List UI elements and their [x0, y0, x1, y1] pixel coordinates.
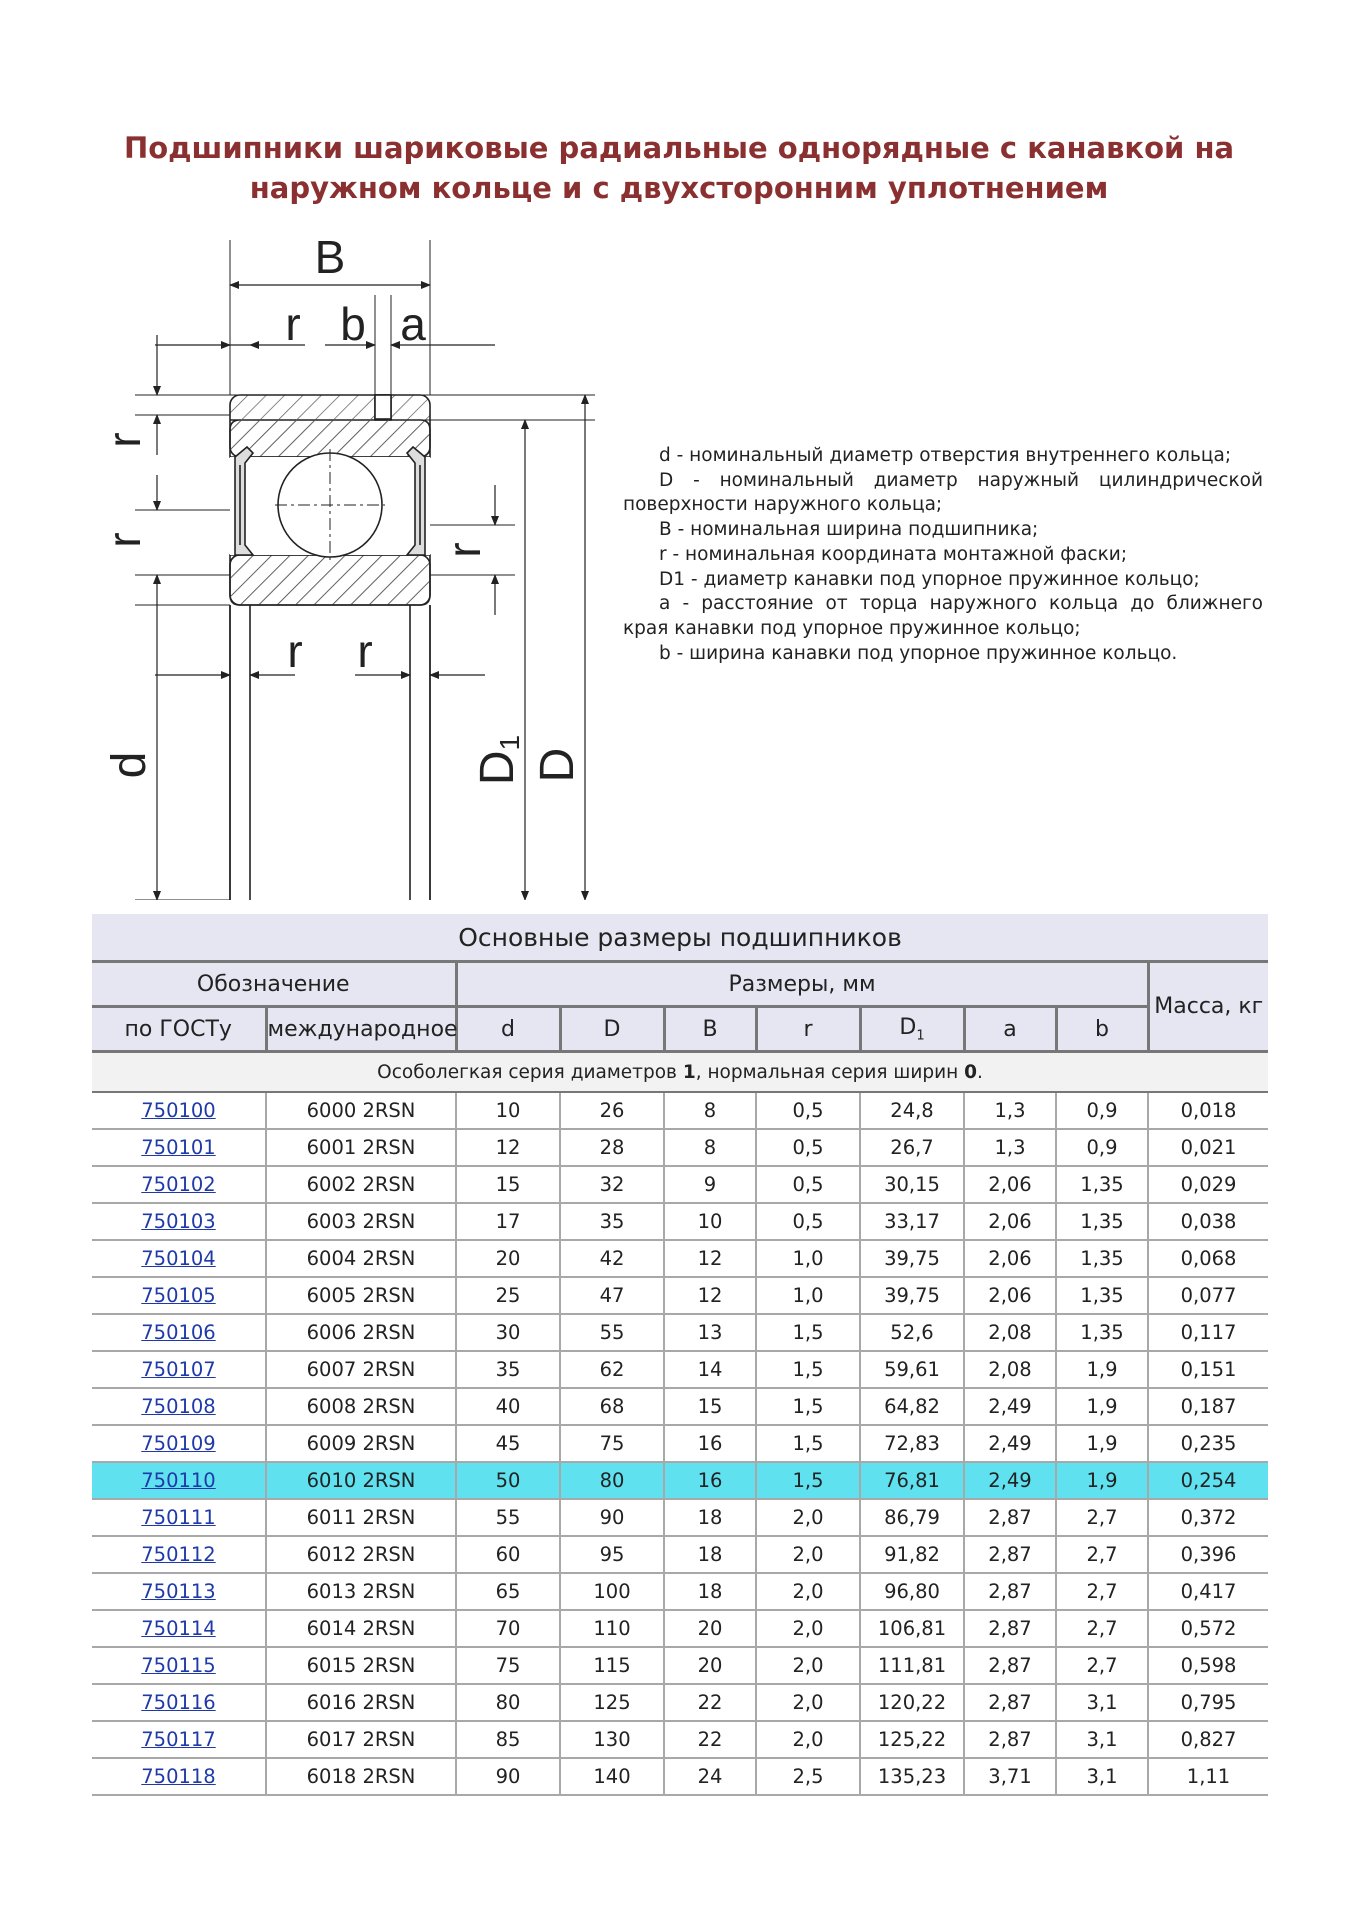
cell-gost — [92, 1129, 266, 1166]
header-b: b — [1056, 1007, 1148, 1052]
header-designation: Обозначение — [92, 962, 456, 1007]
cell-d: 80 — [456, 1684, 560, 1721]
cell-r: 1,5 — [756, 1351, 860, 1388]
table-row — [92, 1462, 1268, 1499]
cell-B: 20 — [664, 1610, 756, 1647]
cell-intl: 6016 2RSN — [266, 1684, 456, 1721]
cell-b: 3,1 — [1056, 1721, 1148, 1758]
cell-D1: 125,22 — [860, 1721, 964, 1758]
cell-intl: 6017 2RSN — [266, 1721, 456, 1758]
series-row: Особолегкая серия диаметров 1, нормальная серия ширин 0. — [92, 1052, 1268, 1093]
label-r-left-2: r — [98, 532, 150, 548]
cell-mass: 0,077 — [1148, 1277, 1268, 1314]
cell-r: 0,5 — [756, 1092, 860, 1129]
header-intl: международное — [266, 1007, 456, 1052]
cell-a: 3,71 — [964, 1758, 1056, 1795]
cell-D1: 91,82 — [860, 1536, 964, 1573]
label-b: b — [340, 298, 366, 350]
gost-link[interactable]: 750101 — [141, 1136, 216, 1159]
label-d: d — [103, 751, 156, 779]
cell-gost — [92, 1351, 266, 1388]
cell-b: 1,9 — [1056, 1462, 1148, 1499]
cell-D: 130 — [560, 1721, 664, 1758]
cell-b: 3,1 — [1056, 1684, 1148, 1721]
cell-gost — [92, 1240, 266, 1277]
cell-mass: 0,151 — [1148, 1351, 1268, 1388]
cell-r: 2,0 — [756, 1536, 860, 1573]
table-caption: Основные размеры подшипников — [92, 914, 1268, 962]
cell-B: 8 — [664, 1129, 756, 1166]
gost-link[interactable]: 750105 — [141, 1284, 216, 1307]
cell-D: 32 — [560, 1166, 664, 1203]
page-title — [0, 128, 1358, 208]
cell-d: 50 — [456, 1462, 560, 1499]
cell-D: 110 — [560, 1610, 664, 1647]
cell-d: 90 — [456, 1758, 560, 1795]
cell-intl: 6002 2RSN — [266, 1166, 456, 1203]
cell-D1: 120,22 — [860, 1684, 964, 1721]
cell-b: 1,35 — [1056, 1277, 1148, 1314]
label-r-bottom-left: r — [287, 625, 303, 677]
cell-D1: 135,23 — [860, 1758, 964, 1795]
cell-intl: 6009 2RSN — [266, 1425, 456, 1462]
cell-mass: 1,11 — [1148, 1758, 1268, 1795]
cell-D1: 72,83 — [860, 1425, 964, 1462]
cell-gost — [92, 1277, 266, 1314]
cell-d: 20 — [456, 1240, 560, 1277]
cell-intl: 6000 2RSN — [266, 1092, 456, 1129]
cell-gost — [92, 1425, 266, 1462]
cell-intl: 6006 2RSN — [266, 1314, 456, 1351]
cell-D1: 39,75 — [860, 1277, 964, 1314]
cell-intl: 6011 2RSN — [266, 1499, 456, 1536]
cell-d: 85 — [456, 1721, 560, 1758]
gost-link[interactable]: 750109 — [141, 1432, 216, 1455]
header-r: r — [756, 1007, 860, 1052]
cell-D1: 24,8 — [860, 1092, 964, 1129]
cell-a: 1,3 — [964, 1129, 1056, 1166]
cell-intl: 6010 2RSN — [266, 1462, 456, 1499]
cell-a: 2,06 — [964, 1203, 1056, 1240]
cell-intl: 6012 2RSN — [266, 1536, 456, 1573]
header-D1: $D_1$ — [860, 1007, 964, 1052]
cell-a: 2,87 — [964, 1536, 1056, 1573]
cell-d: 45 — [456, 1425, 560, 1462]
cell-gost — [92, 1092, 266, 1129]
cell-r: 2,0 — [756, 1573, 860, 1610]
table-body — [92, 1092, 1268, 1795]
cell-b: 2,7 — [1056, 1610, 1148, 1647]
cell-D: 68 — [560, 1388, 664, 1425]
cell-a: 2,49 — [964, 1388, 1056, 1425]
gost-link[interactable]: 750108 — [141, 1395, 216, 1418]
cell-d: 25 — [456, 1277, 560, 1314]
cell-a: 2,87 — [964, 1684, 1056, 1721]
cell-D1: 111,81 — [860, 1647, 964, 1684]
page-title-line-1: Подшипники шариковые радиальные однорядные с канавкой на — [123, 131, 1235, 165]
cell-B: 12 — [664, 1277, 756, 1314]
cell-a: 2,08 — [964, 1351, 1056, 1388]
cell-B: 18 — [664, 1536, 756, 1573]
cell-intl: 6003 2RSN — [266, 1203, 456, 1240]
cell-D: 95 — [560, 1536, 664, 1573]
table-row — [92, 1240, 1268, 1277]
cell-mass: 0,827 — [1148, 1721, 1268, 1758]
cell-a: 2,06 — [964, 1166, 1056, 1203]
cell-b: 1,35 — [1056, 1203, 1148, 1240]
header-B: B — [664, 1007, 756, 1052]
symbol-legend — [623, 444, 1263, 666]
cell-a: 2,87 — [964, 1647, 1056, 1684]
legend-d: d - номинальный диаметр отверстия внутреннего кольца; — [659, 445, 1232, 466]
table-row — [92, 1166, 1268, 1203]
cell-r: 2,0 — [756, 1647, 860, 1684]
gost-link[interactable]: 750118 — [141, 1765, 216, 1788]
cell-intl: 6013 2RSN — [266, 1573, 456, 1610]
cell-b: 1,35 — [1056, 1166, 1148, 1203]
gost-link[interactable]: 750115 — [141, 1654, 216, 1677]
table-row — [92, 1092, 1268, 1129]
cell-r: 0,5 — [756, 1129, 860, 1166]
cell-D1: 26,7 — [860, 1129, 964, 1166]
cell-b: 0,9 — [1056, 1129, 1148, 1166]
cell-D1: 52,6 — [860, 1314, 964, 1351]
header-a: a — [964, 1007, 1056, 1052]
cell-b: 1,35 — [1056, 1314, 1148, 1351]
gost-link[interactable]: 750106 — [141, 1321, 216, 1344]
table-row — [92, 1351, 1268, 1388]
cell-intl: 6014 2RSN — [266, 1610, 456, 1647]
table-row — [92, 1721, 1268, 1758]
cell-D: 140 — [560, 1758, 664, 1795]
gost-link[interactable]: 750114 — [141, 1617, 216, 1640]
cell-B: 22 — [664, 1721, 756, 1758]
cell-r: 2,0 — [756, 1499, 860, 1536]
cell-B: 14 — [664, 1351, 756, 1388]
cell-D1: 96,80 — [860, 1573, 964, 1610]
cell-mass: 0,417 — [1148, 1573, 1268, 1610]
cell-B: 12 — [664, 1240, 756, 1277]
cell-D: 55 — [560, 1314, 664, 1351]
cell-D: 115 — [560, 1647, 664, 1684]
header-d: d — [456, 1007, 560, 1052]
cell-intl: 6001 2RSN — [266, 1129, 456, 1166]
cell-r: 1,5 — [756, 1462, 860, 1499]
label-a: a — [400, 298, 426, 350]
gost-link[interactable]: 750104 — [141, 1247, 216, 1270]
cell-D: 26 — [560, 1092, 664, 1129]
cell-b: 1,9 — [1056, 1351, 1148, 1388]
cell-D: 125 — [560, 1684, 664, 1721]
cell-d: 10 — [456, 1092, 560, 1129]
cell-intl: 6005 2RSN — [266, 1277, 456, 1314]
cell-D1: 76,81 — [860, 1462, 964, 1499]
gost-link[interactable]: 750112 — [141, 1543, 216, 1566]
cell-mass: 0,372 — [1148, 1499, 1268, 1536]
table-row — [92, 1610, 1268, 1647]
cell-D: 100 — [560, 1573, 664, 1610]
cell-gost — [92, 1388, 266, 1425]
cell-gost — [92, 1314, 266, 1351]
cell-r: 2,0 — [756, 1610, 860, 1647]
cell-a: 2,06 — [964, 1277, 1056, 1314]
cell-mass: 0,572 — [1148, 1610, 1268, 1647]
cell-a: 1,3 — [964, 1092, 1056, 1129]
cell-mass: 0,068 — [1148, 1240, 1268, 1277]
cell-r: 1,5 — [756, 1314, 860, 1351]
legend-a: a - расстояние от торца наружного кольца до ближнего края канавки под упорное пружинное кольцо; — [623, 593, 1263, 639]
table-row — [92, 1425, 1268, 1462]
table-row — [92, 1536, 1268, 1573]
cell-mass: 0,795 — [1148, 1684, 1268, 1721]
cell-B: 16 — [664, 1425, 756, 1462]
cell-B: 8 — [664, 1092, 756, 1129]
cell-d: 65 — [456, 1573, 560, 1610]
gost-link[interactable]: 750116 — [141, 1691, 216, 1714]
cell-b: 2,7 — [1056, 1573, 1148, 1610]
cell-mass: 0,038 — [1148, 1203, 1268, 1240]
table-row — [92, 1277, 1268, 1314]
cell-gost — [92, 1536, 266, 1573]
table-row — [92, 1388, 1268, 1425]
cell-a: 2,06 — [964, 1240, 1056, 1277]
cell-b: 1,9 — [1056, 1388, 1148, 1425]
cell-intl: 6015 2RSN — [266, 1647, 456, 1684]
cell-d: 70 — [456, 1610, 560, 1647]
header-mass: Масса, кг — [1148, 962, 1268, 1052]
table-row — [92, 1573, 1268, 1610]
bearing-dimensions-table — [92, 914, 1268, 1796]
cell-D: 75 — [560, 1425, 664, 1462]
gost-link[interactable]: 750107 — [141, 1358, 216, 1381]
cell-d: 40 — [456, 1388, 560, 1425]
cell-mass: 0,598 — [1148, 1647, 1268, 1684]
cell-D: 42 — [560, 1240, 664, 1277]
cell-a: 2,87 — [964, 1499, 1056, 1536]
label-r-left-1: r — [98, 432, 150, 448]
cell-d: 15 — [456, 1166, 560, 1203]
cell-B: 13 — [664, 1314, 756, 1351]
table-row — [92, 1758, 1268, 1795]
cell-r: 1,5 — [756, 1425, 860, 1462]
label-r-right: r — [438, 542, 490, 558]
cell-mass: 0,021 — [1148, 1129, 1268, 1166]
cell-D1: 59,61 — [860, 1351, 964, 1388]
cell-intl: 6007 2RSN — [266, 1351, 456, 1388]
cell-r: 1,0 — [756, 1277, 860, 1314]
cell-D1: 106,81 — [860, 1610, 964, 1647]
legend-B: B - номинальная ширина подшипника; — [659, 519, 1039, 541]
header-D: D — [560, 1007, 664, 1052]
cell-b: 3,1 — [1056, 1758, 1148, 1795]
gost-link[interactable]: 750111 — [141, 1506, 216, 1529]
cell-D1: 33,17 — [860, 1203, 964, 1240]
cell-B: 16 — [664, 1462, 756, 1499]
cell-d: 30 — [456, 1314, 560, 1351]
cell-b: 1,35 — [1056, 1240, 1148, 1277]
gost-link[interactable]: 750110 — [141, 1469, 216, 1492]
cell-mass: 0,254 — [1148, 1462, 1268, 1499]
cell-d: 35 — [456, 1351, 560, 1388]
cell-mass: 0,396 — [1148, 1536, 1268, 1573]
cell-B: 18 — [664, 1499, 756, 1536]
cell-mass: 0,235 — [1148, 1425, 1268, 1462]
cell-d: 55 — [456, 1499, 560, 1536]
gost-link[interactable]: 750113 — [141, 1580, 216, 1603]
cell-b: 2,7 — [1056, 1536, 1148, 1573]
cell-r: 1,0 — [756, 1240, 860, 1277]
table-row — [92, 1499, 1268, 1536]
cell-D: 62 — [560, 1351, 664, 1388]
cell-r: 1,5 — [756, 1388, 860, 1425]
legend-b: b - ширина канавки под упорное пружинное кольцо. — [659, 642, 1178, 664]
cell-d: 75 — [456, 1647, 560, 1684]
cell-mass: 0,018 — [1148, 1092, 1268, 1129]
cell-D: 47 — [560, 1277, 664, 1314]
cell-a: 2,87 — [964, 1573, 1056, 1610]
snap-ring-groove-cut — [375, 395, 391, 419]
table-row — [92, 1647, 1268, 1684]
legend-D1: D1 - диаметр канавки под упорное пружинное кольцо; — [659, 568, 1200, 590]
cell-D1: 30,15 — [860, 1166, 964, 1203]
cell-d: 60 — [456, 1536, 560, 1573]
cell-r: 0,5 — [756, 1166, 860, 1203]
cell-D1: 64,82 — [860, 1388, 964, 1425]
cell-gost — [92, 1166, 266, 1203]
cell-b: 1,9 — [1056, 1425, 1148, 1462]
bearing-section-drawing — [95, 235, 615, 900]
cell-b: 2,7 — [1056, 1499, 1148, 1536]
cell-b: 0,9 — [1056, 1092, 1148, 1129]
cell-gost — [92, 1462, 266, 1499]
gost-link[interactable]: 750103 — [141, 1210, 216, 1233]
legend-D: D - номинальный диаметр наружный цилиндрической поверхности наружного кольца; — [623, 469, 1263, 516]
cell-a: 2,49 — [964, 1462, 1056, 1499]
gost-link[interactable]: 750102 — [141, 1173, 216, 1196]
cell-d: 12 — [456, 1129, 560, 1166]
cell-B: 10 — [664, 1203, 756, 1240]
label-B: B — [314, 235, 346, 283]
cell-D: 80 — [560, 1462, 664, 1499]
cell-a: 2,08 — [964, 1314, 1056, 1351]
table-row — [92, 1203, 1268, 1240]
cell-mass: 0,117 — [1148, 1314, 1268, 1351]
cell-a: 2,49 — [964, 1425, 1056, 1462]
cell-intl: 6004 2RSN — [266, 1240, 456, 1277]
cell-r: 2,0 — [756, 1721, 860, 1758]
cell-mass: 0,187 — [1148, 1388, 1268, 1425]
cell-d: 17 — [456, 1203, 560, 1240]
gost-link[interactable]: 750100 — [141, 1099, 216, 1122]
cell-D: 28 — [560, 1129, 664, 1166]
gost-link[interactable]: 750117 — [141, 1728, 216, 1751]
header-sizes: Размеры, мм — [456, 962, 1148, 1007]
cell-intl: 6018 2RSN — [266, 1758, 456, 1795]
cell-r: 2,5 — [756, 1758, 860, 1795]
legend-r: r - номинальная координата монтажной фаски; — [659, 543, 1128, 565]
cell-gost — [92, 1203, 266, 1240]
cell-B: 22 — [664, 1684, 756, 1721]
cell-gost — [92, 1573, 266, 1610]
cell-D1: 86,79 — [860, 1499, 964, 1536]
cell-gost — [92, 1758, 266, 1795]
table-row — [92, 1314, 1268, 1351]
cell-mass: 0,029 — [1148, 1166, 1268, 1203]
cell-gost — [92, 1499, 266, 1536]
cell-B: 18 — [664, 1573, 756, 1610]
cell-gost — [92, 1721, 266, 1758]
cell-B: 15 — [664, 1388, 756, 1425]
page-title-line-2: наружном кольце и с двухсторонним уплотнением — [249, 171, 1109, 205]
cell-r: 2,0 — [756, 1684, 860, 1721]
label-D1: D1 — [471, 734, 525, 786]
cell-B: 20 — [664, 1647, 756, 1684]
header-gost: по ГОСТу — [92, 1007, 266, 1052]
table-row — [92, 1684, 1268, 1721]
cell-gost — [92, 1684, 266, 1721]
label-r-bottom-right: r — [357, 625, 373, 677]
label-D: D — [531, 747, 584, 783]
cell-D1: 39,75 — [860, 1240, 964, 1277]
cell-D: 35 — [560, 1203, 664, 1240]
cell-intl: 6008 2RSN — [266, 1388, 456, 1425]
cell-r: 0,5 — [756, 1203, 860, 1240]
cell-B: 24 — [664, 1758, 756, 1795]
cell-B: 9 — [664, 1166, 756, 1203]
cell-gost — [92, 1610, 266, 1647]
table-row — [92, 1129, 1268, 1166]
cell-a: 2,87 — [964, 1610, 1056, 1647]
cell-gost — [92, 1647, 266, 1684]
label-r-top: r — [285, 298, 301, 350]
cell-D: 90 — [560, 1499, 664, 1536]
cell-a: 2,87 — [964, 1721, 1056, 1758]
cell-b: 2,7 — [1056, 1647, 1148, 1684]
